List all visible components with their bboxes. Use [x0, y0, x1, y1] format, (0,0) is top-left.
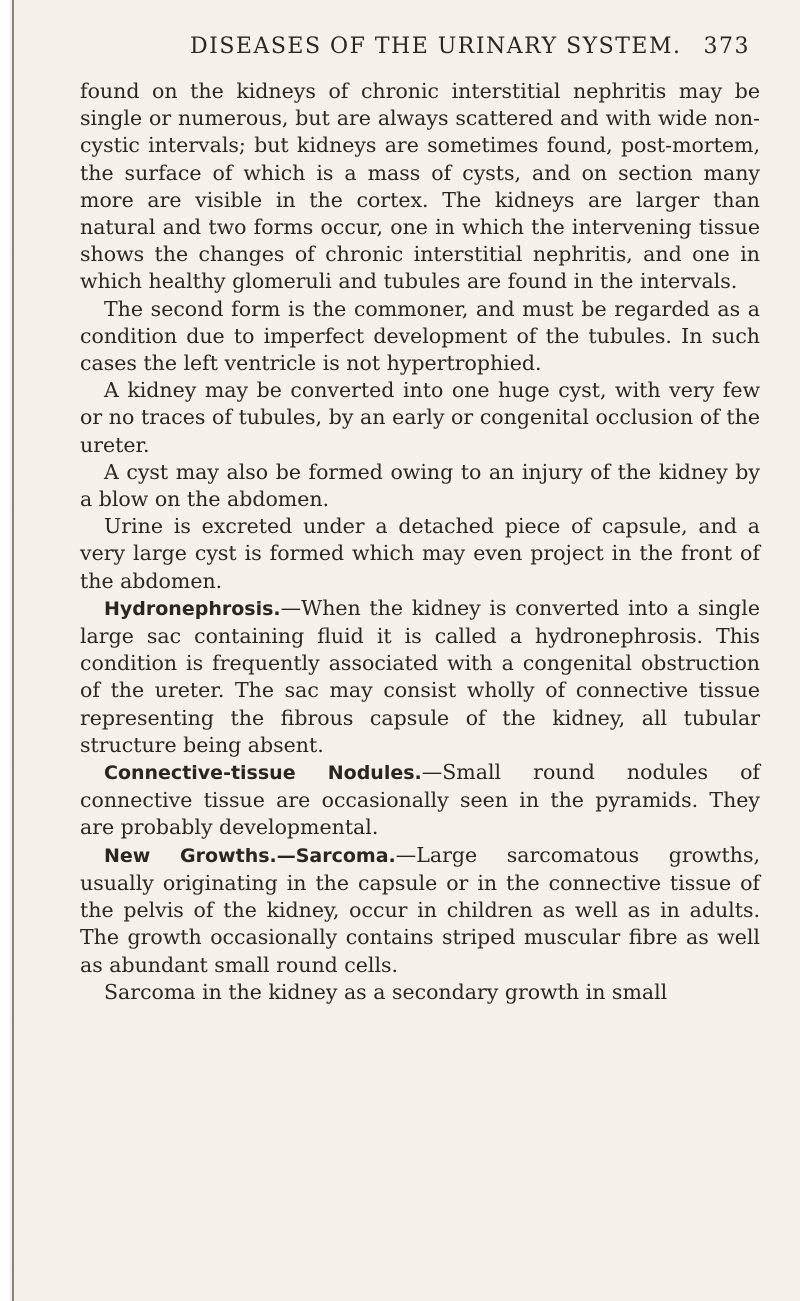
paragraph-text: found on the kidneys of chronic interstitial nephritis may be single or numerous, but are always scattered and with wide non-cystic intervals; but kidneys are sometimes found, post-mortem, the surface of which is a mass of cysts, and on section many more are visible in the cortex. The kidneys are larger than natural and two forms occur, one in which the intervening tissue shows the changes of chronic interstitial nephritis, and one in which healthy glomeruli and tubules are found in the intervals. [80, 79, 760, 294]
paragraph-2 [80, 296, 760, 378]
paragraph-3 [80, 377, 760, 459]
running-title: DISEASES OF THE URINARY SYSTEM. [190, 34, 682, 59]
paragraph-text: The second form is the commoner, and must be regarded as a condition due to imperfect development of the tubules. In such cases the left ventricle is not hypertrophied. [80, 296, 760, 376]
paragraph-text: A cyst may also be formed owing to an injury of the kidney by a blow on the abdomen. [80, 459, 760, 512]
paragraph-text: —When the kidney is converted into a single large sac containing fluid it is called a hydronephrosis. This condition is frequently associated with a congenital obstruction of the ureter. The sac may consist wholly of connective tissue representing the fibrous capsule of the kidney, all tubular structure being absent. [80, 595, 760, 757]
section-heading: New Growths.—Sarcoma. [104, 844, 396, 867]
paragraph-9 [80, 979, 760, 1006]
paragraph-5 [80, 513, 760, 595]
paragraph-connective-tissue-nodules [80, 759, 760, 842]
paragraph-text: Sarcoma in the kidney as a secondary growth in small [104, 979, 668, 1004]
page-body [80, 78, 760, 1006]
paragraph-text: A kidney may be converted into one huge cyst, with very few or no traces of tubules, by an early or congenital occlusion of the ureter. [80, 378, 760, 457]
binding-rule [12, 0, 14, 1301]
section-heading: Connective-tissue Nodules. [104, 762, 422, 785]
paragraph-4 [80, 459, 760, 513]
page-number: 373 [703, 34, 750, 59]
running-header [190, 34, 750, 59]
section-heading: Hydronephrosis. [104, 597, 281, 620]
paragraph-new-growths-sarcoma [80, 842, 760, 979]
paragraph-text: —Large sarcomatous growths, usually originating in the capsule or in the connective tissue of the pelvis of the kidney, occur in children as well as in adults. The growth occasionally contains striped muscular fibre as well as abundant small round cells. [80, 842, 760, 977]
paragraph-text: —Small round nodules of connective tissue are occasionally seen in the pyramids. They are probably developmental. [80, 760, 760, 840]
paragraph-hydronephrosis [80, 595, 760, 759]
paragraph-1 [80, 78, 760, 296]
paragraph-text: Urine is excreted under a detached piece of capsule, and a very large cyst is formed which may even project in the front of the abdomen. [80, 514, 760, 593]
